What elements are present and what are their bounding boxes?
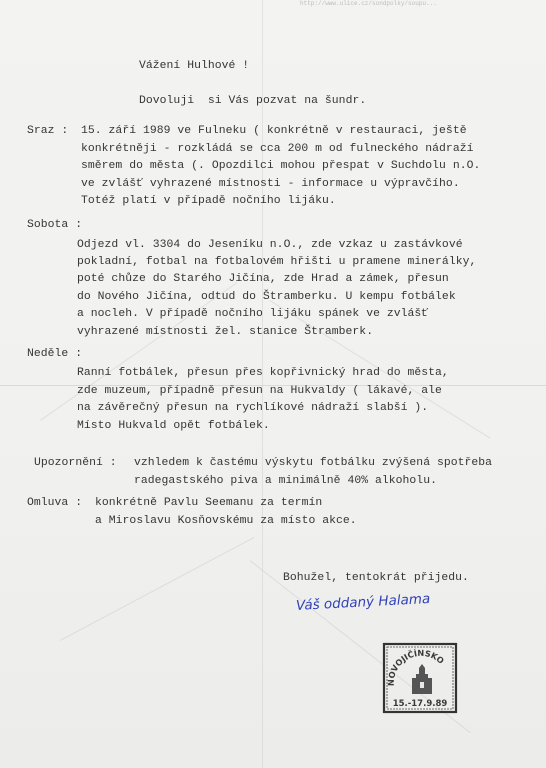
section-label-sraz: Sraz : xyxy=(27,125,69,137)
paragraph-line: Ranní fotbálek, přesun přes kopřivnický hrad do města, xyxy=(77,367,449,379)
paragraph-line: radegastského piva a minimálně 40% alkoholu. xyxy=(134,475,437,487)
closing-line: Bohužel, tentokrát přijedu. xyxy=(283,572,469,584)
printed-url: http://www.ulice.cz/sondpolky/soupu... xyxy=(300,0,437,7)
stamp-arc-path-text: NOVOJIČÍNSKO xyxy=(385,647,447,687)
paragraph-line: poté chůze do Starého Jičína, zde Hrad a zámek, přesun xyxy=(77,273,449,285)
handwritten-signature: Váš oddaný Halama xyxy=(295,590,431,614)
paragraph-line: a nocleh. V případě nočního lijáku spánek ve zvlášť xyxy=(77,308,429,320)
section-label-omluva: Omluva : xyxy=(27,497,83,509)
postmark-stamp xyxy=(382,642,458,714)
paragraph-line: a Miroslavu Kosňovskému za místo akce. xyxy=(95,515,357,527)
paragraph-line: vyhrazené místnosti žel. stanice Štramberk. xyxy=(77,326,374,338)
paragraph-line: Místo Hukvald opět fotbálek. xyxy=(77,420,270,432)
stamp-date: 15.-17.9.89 xyxy=(392,699,448,709)
paragraph-line: Odjezd vl. 3304 do Jeseníku n.O., zde vzkaz u zastávkové xyxy=(77,239,463,251)
crease xyxy=(60,537,255,641)
paragraph-line: pokladní, fotbal na fotbalovém hřišti u pramene minerálky, xyxy=(77,256,477,268)
salutation: Vážení Hulhové ! xyxy=(139,60,250,72)
paragraph-line: konkrétněji - rozkládá se cca 200 m od fulneckého nádraží xyxy=(81,143,474,155)
paragraph-line: vzhledem k častému výskytu fotbálku zvýšená spotřeba xyxy=(134,457,493,469)
section-label-sobota: Sobota : xyxy=(27,219,83,231)
paragraph-line: ve zvlášť vyhrazené místnosti - informace u výpravčího. xyxy=(81,178,460,190)
paragraph-line: do Nového Jičína, odtud do Štramberku. U kempu fotbálek xyxy=(77,291,456,303)
section-label-upozorneni: Upozornění : xyxy=(34,457,117,469)
paragraph-line: na závěrečný přesun na rychlíkové nádraží slabší ). xyxy=(77,402,429,414)
paragraph-line: zde muzeum, případně přesun na Hukvaldy ( lákavé, ale xyxy=(77,385,442,397)
paragraph-line: konkrétně Pavlu Seemanu za termín xyxy=(95,497,323,509)
castle-icon xyxy=(412,664,432,694)
section-label-nedele: Neděle : xyxy=(27,348,83,360)
paragraph-line: Totéž platí v případě nočního lijáku. xyxy=(81,195,336,207)
paragraph-line: směrem do města (. Opozdilci mohou přespat v Suchdolu n.O. xyxy=(81,160,481,172)
invitation-line: Dovoluji si Vás pozvat na šundr. xyxy=(139,95,367,107)
paragraph-line: 15. září 1989 ve Fulneku ( konkrétně v restauraci, ještě xyxy=(81,125,467,137)
